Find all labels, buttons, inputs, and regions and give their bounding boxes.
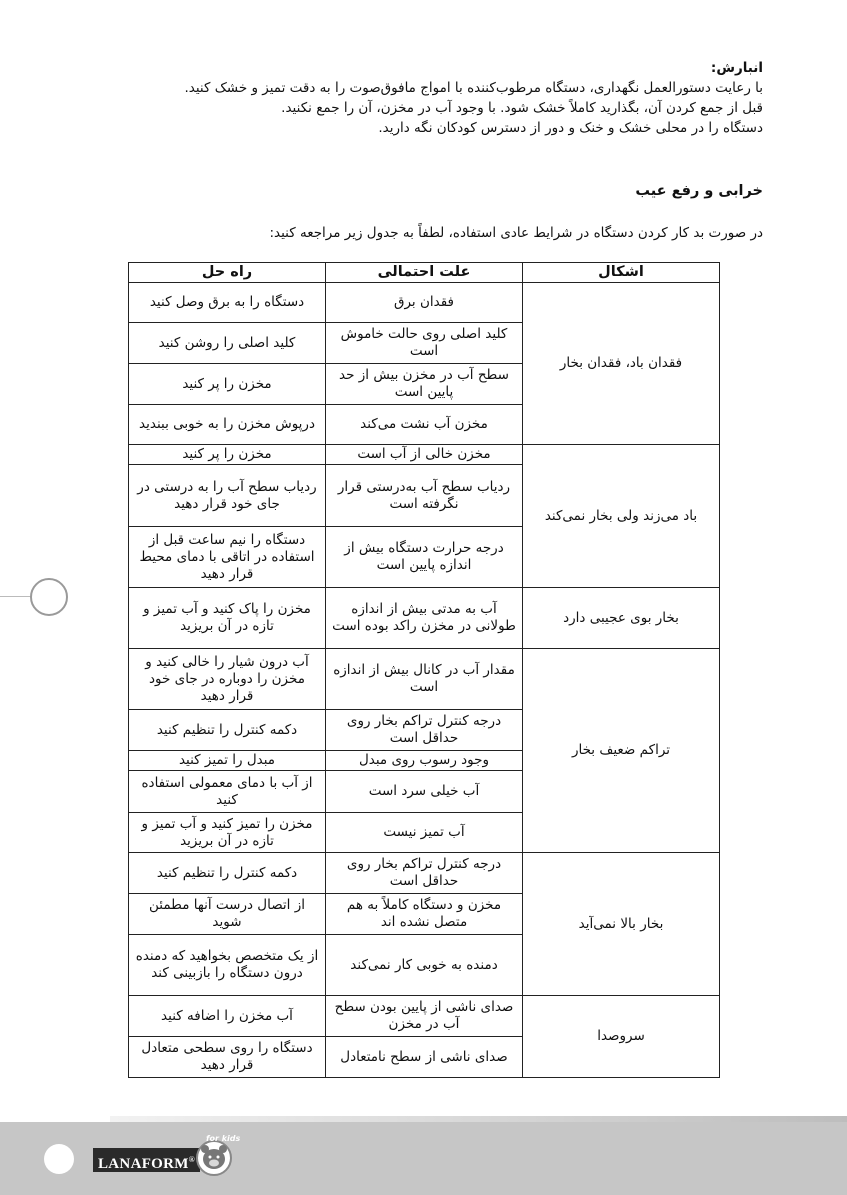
- storage-line-1: با رعایت دستورالعمل نگهداری، دستگاه مرطوب‌کننده با امواج مافوق‌صوت را به دقت تمیز و خشک کنید.: [184, 80, 763, 96]
- cause-cell: درجه کنترل تراکم بخار روی حداقل است: [326, 853, 523, 894]
- table-row: [129, 588, 720, 649]
- table-row: [129, 283, 720, 323]
- troubleshooting-title: خرابی و رفع عیب: [635, 183, 763, 199]
- cause-cell: مخزن و دستگاه کاملاً به هم متصل نشده اند: [326, 894, 523, 935]
- problem-cell: بخار بالا نمی‌آید: [523, 853, 720, 996]
- table-row: [129, 445, 720, 465]
- solution-cell: آب درون شیار را خالی کنید و مخزن را دوباره در جای خود قرار دهید: [129, 649, 326, 710]
- cause-cell: سطح آب در مخزن بیش از حد پایین است: [326, 364, 523, 405]
- solution-cell: دستگاه را روی سطحی متعادل قرار دهید: [129, 1037, 326, 1078]
- brand-logo: [93, 1148, 200, 1172]
- cause-cell: آب تمیز نیست: [326, 813, 523, 853]
- solution-cell: مخزن را پر کنید: [129, 364, 326, 405]
- page-number-dot: [44, 1144, 74, 1174]
- header-cause: علت احتمالی: [326, 263, 523, 283]
- solution-cell: مخزن را پر کنید: [129, 445, 326, 465]
- solution-cell: دستگاه را نیم ساعت قبل از استفاده در اتاقی با دمای محیط قرار دهید: [129, 527, 326, 588]
- solution-cell: از اتصال درست آنها مطمئن شوید: [129, 894, 326, 935]
- storage-heading: انبارش:: [710, 60, 763, 76]
- solution-cell: کلید اصلی را روشن کنید: [129, 323, 326, 364]
- solution-cell: دکمه کنترل را تنظیم کنید: [129, 853, 326, 894]
- badge-text: for kids: [206, 1134, 241, 1143]
- header-solution: راه حل: [129, 263, 326, 283]
- table-row: [129, 649, 720, 710]
- solution-cell: مخزن را پاک کنید و آب تمیز و تازه در آن بریزید: [129, 588, 326, 649]
- side-tab-circle: [30, 578, 68, 616]
- solution-cell: دستگاه را به برق وصل کنید: [129, 283, 326, 323]
- table-header-row: [129, 263, 720, 283]
- problem-cell: فقدان باد، فقدان بخار: [523, 283, 720, 445]
- solution-cell: درپوش مخزن را به خوبی ببندید: [129, 405, 326, 445]
- solution-cell: آب مخزن را اضافه کنید: [129, 996, 326, 1037]
- problem-cell: بخار بوی عجیبی دارد: [523, 588, 720, 649]
- table-body: [129, 283, 720, 1078]
- solution-cell: از آب با دمای معمولی استفاده کنید: [129, 771, 326, 813]
- cause-cell: فقدان برق: [326, 283, 523, 323]
- table-row: [129, 853, 720, 894]
- table-row: [129, 996, 720, 1037]
- cause-cell: مقدار آب در کانال بیش از اندازه است: [326, 649, 523, 710]
- cause-cell: صدای ناشی از پایین بودن سطح آب در مخزن: [326, 996, 523, 1037]
- header-problem: اشکال: [523, 263, 720, 283]
- cause-cell: مخزن آب نشت می‌کند: [326, 405, 523, 445]
- cause-cell: صدای ناشی از سطح نامتعادل: [326, 1037, 523, 1078]
- cause-cell: ردیاب سطح آب به‌درستی قرار نگرفته است: [326, 465, 523, 527]
- troubleshooting-table: [128, 262, 720, 1078]
- solution-cell: دکمه کنترل را تنظیم کنید: [129, 710, 326, 751]
- registered-mark: ®: [188, 1155, 196, 1164]
- storage-section: [80, 58, 763, 138]
- solution-cell: ردیاب سطح آب را به درستی در جای خود قرار دهید: [129, 465, 326, 527]
- solution-cell: مبدل را تمیز کنید: [129, 751, 326, 771]
- cause-cell: درجه حرارت دستگاه بیش از اندازه پایین است: [326, 527, 523, 588]
- cause-cell: کلید اصلی روی حالت خاموش است: [326, 323, 523, 364]
- solution-cell: از یک متخصص بخواهید که دمنده درون دستگاه را بازبینی کند: [129, 935, 326, 996]
- storage-line-2: قبل از جمع کردن آن، بگذارید کاملاً خشک شود. با وجود آب در مخزن، آن را جمع نکنید.: [281, 100, 763, 116]
- cause-cell: آب خیلی سرد است: [326, 771, 523, 813]
- solution-cell: مخزن را تمیز کنید و آب تمیز و تازه در آن بریزید: [129, 813, 326, 853]
- problem-cell: سروصدا: [523, 996, 720, 1078]
- storage-line-3: دستگاه را در محلی خشک و خنک و دور از دسترس کودکان نگه دارید.: [378, 120, 763, 136]
- cause-cell: وجود رسوب روی مبدل: [326, 751, 523, 771]
- side-tab-line: [0, 596, 31, 597]
- troubleshooting-intro: در صورت بد کار کردن دستگاه در شرایط عادی استفاده، لطفاً به جدول زیر مراجعه کنید:: [269, 225, 763, 241]
- cause-cell: آب به مدتی بیش از اندازه طولانی در مخزن راکد بوده است: [326, 588, 523, 649]
- cause-cell: دمنده به خوبی کار نمی‌کند: [326, 935, 523, 996]
- brand-name: LANAFORM: [98, 1156, 189, 1172]
- cause-cell: درجه کنترل تراکم بخار روی حداقل است: [326, 710, 523, 751]
- problem-cell: باد می‌زند ولی بخار نمی‌کند: [523, 445, 720, 588]
- problem-cell: تراکم ضعیف بخار: [523, 649, 720, 853]
- cause-cell: مخزن خالی از آب است: [326, 445, 523, 465]
